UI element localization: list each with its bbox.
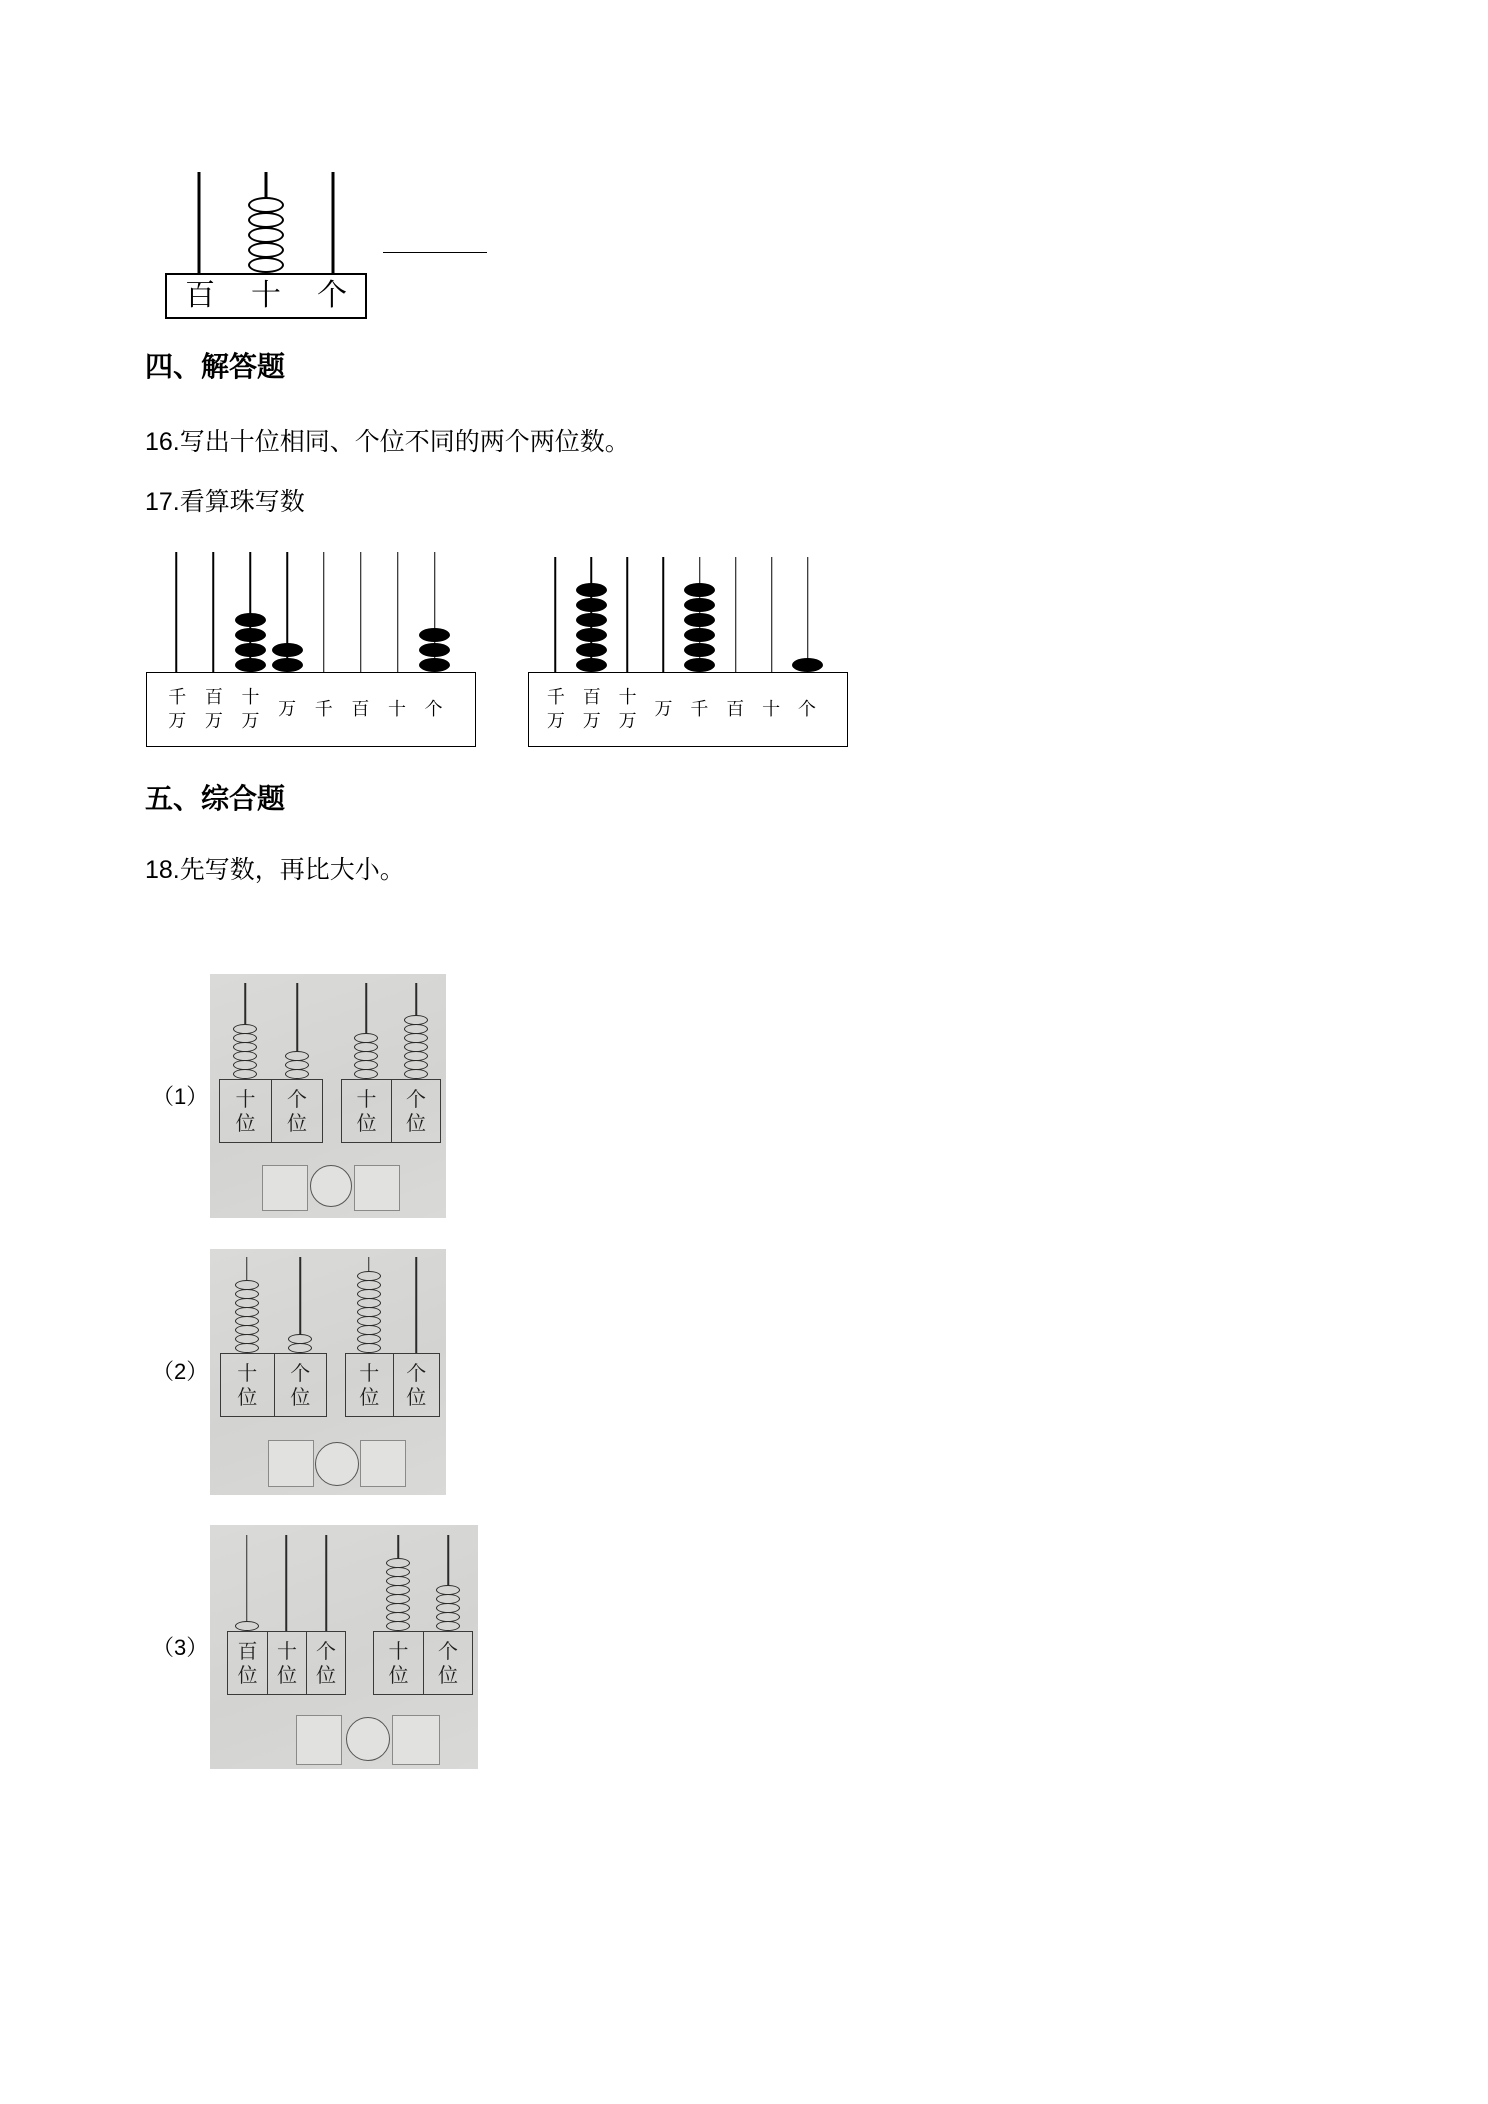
part-1-abacus-photo bbox=[210, 974, 446, 1218]
rod-column bbox=[219, 983, 271, 1079]
place-value-label: 百万 bbox=[204, 686, 223, 732]
bead bbox=[248, 257, 284, 273]
bead bbox=[576, 598, 607, 612]
bead bbox=[386, 1576, 410, 1586]
bead bbox=[404, 1051, 428, 1061]
place-value-cell bbox=[221, 1354, 274, 1416]
place-value-cell bbox=[342, 673, 379, 746]
rod bbox=[807, 557, 809, 672]
rod bbox=[416, 1257, 418, 1353]
place-value-cell bbox=[233, 275, 299, 317]
question-17-abacus-b bbox=[528, 557, 848, 747]
rod-column bbox=[391, 983, 441, 1079]
place-value-label: 百 bbox=[351, 698, 370, 720]
bead bbox=[419, 658, 450, 672]
left-number-box bbox=[268, 1440, 314, 1487]
rod bbox=[213, 552, 215, 672]
place-value-label: 个 bbox=[798, 698, 817, 720]
bead bbox=[235, 658, 266, 672]
place-value-label: 个位 bbox=[406, 1087, 426, 1135]
place-value-cell bbox=[167, 275, 233, 317]
bead bbox=[386, 1567, 410, 1577]
abacus-frame bbox=[219, 1079, 323, 1143]
bead bbox=[386, 1603, 410, 1613]
place-value-cell bbox=[391, 1080, 440, 1142]
rod-column bbox=[379, 552, 416, 672]
rod-column bbox=[306, 552, 343, 672]
place-value-cell bbox=[379, 673, 416, 746]
rod bbox=[554, 557, 556, 672]
part-3-right-abacus bbox=[373, 1535, 473, 1695]
right-number-box bbox=[354, 1165, 400, 1211]
bead bbox=[233, 1060, 257, 1070]
bead bbox=[233, 1024, 257, 1034]
bead bbox=[248, 197, 284, 213]
bead bbox=[386, 1621, 410, 1631]
bead bbox=[235, 1307, 259, 1317]
question-17-abacus-a bbox=[146, 552, 476, 747]
abacus-rods bbox=[227, 1535, 346, 1631]
place-value-label: 十位 bbox=[359, 1361, 380, 1409]
abacus-rods bbox=[219, 983, 323, 1079]
rod-column bbox=[754, 557, 790, 672]
place-value-label: 百 bbox=[185, 278, 215, 313]
bead bbox=[684, 598, 715, 612]
bead bbox=[272, 658, 303, 672]
place-value-cell bbox=[538, 673, 574, 746]
place-value-cell bbox=[346, 1354, 393, 1416]
bead bbox=[404, 1069, 428, 1079]
rod-column bbox=[345, 1257, 393, 1353]
place-value-label: 十位 bbox=[356, 1087, 377, 1135]
rod-column bbox=[718, 557, 754, 672]
bead bbox=[436, 1594, 460, 1604]
bead bbox=[235, 1298, 259, 1308]
place-value-cell bbox=[306, 673, 343, 746]
bead bbox=[684, 628, 715, 642]
bead bbox=[386, 1558, 410, 1568]
place-value-label: 个位 bbox=[287, 1087, 307, 1135]
place-value-cell bbox=[646, 673, 682, 746]
rod bbox=[325, 1535, 327, 1631]
rod-column bbox=[537, 557, 573, 672]
bead bbox=[288, 1334, 312, 1344]
bead bbox=[233, 1051, 257, 1061]
place-value-label: 千万 bbox=[546, 686, 565, 732]
part-1-label: （1） bbox=[152, 1084, 209, 1109]
bead bbox=[357, 1289, 381, 1299]
compare-circle bbox=[315, 1442, 359, 1486]
part-2-label: （2） bbox=[152, 1359, 209, 1384]
rod bbox=[663, 557, 665, 672]
abacus-rods bbox=[345, 1257, 440, 1353]
bead bbox=[357, 1334, 381, 1344]
place-value-label: 个位 bbox=[406, 1361, 427, 1409]
place-value-label: 个位 bbox=[438, 1639, 458, 1687]
bead bbox=[404, 1042, 428, 1052]
rod bbox=[735, 557, 737, 672]
place-value-label: 十位 bbox=[237, 1361, 258, 1409]
part-3-label: （3） bbox=[152, 1635, 209, 1660]
bead bbox=[248, 242, 284, 258]
rod bbox=[286, 1535, 288, 1631]
bead bbox=[576, 643, 607, 657]
bead bbox=[576, 658, 607, 672]
bead bbox=[576, 628, 607, 642]
bead bbox=[436, 1612, 460, 1622]
place-value-label: 十位 bbox=[388, 1639, 409, 1687]
place-value-cell bbox=[753, 673, 789, 746]
rod-column bbox=[373, 1535, 423, 1631]
question-17-text: 17.看算珠写数 bbox=[145, 488, 305, 516]
bead bbox=[235, 1316, 259, 1326]
rod bbox=[771, 557, 773, 672]
bead bbox=[235, 1325, 259, 1335]
right-number-box bbox=[360, 1440, 406, 1487]
bead bbox=[235, 1621, 259, 1631]
rod-column bbox=[227, 1535, 267, 1631]
bead bbox=[233, 1033, 257, 1043]
abacus-frame bbox=[528, 672, 848, 747]
place-value-cell bbox=[374, 1632, 423, 1694]
bead bbox=[235, 1334, 259, 1344]
place-value-label: 百万 bbox=[582, 686, 601, 732]
bead bbox=[235, 613, 266, 627]
bead bbox=[404, 1015, 428, 1025]
abacus-rods bbox=[528, 557, 848, 672]
bead bbox=[285, 1069, 309, 1079]
rod bbox=[360, 552, 362, 672]
abacus-frame bbox=[165, 273, 367, 319]
part-2-left-abacus bbox=[220, 1257, 327, 1417]
place-value-abacus bbox=[165, 172, 367, 319]
rod-column bbox=[300, 172, 367, 273]
bead bbox=[248, 227, 284, 243]
place-value-cell bbox=[342, 1080, 391, 1142]
left-number-box bbox=[296, 1715, 342, 1765]
place-value-cell bbox=[415, 673, 452, 746]
part-3-left-abacus bbox=[227, 1535, 346, 1695]
part-3-abacus-photo bbox=[210, 1525, 478, 1769]
bead bbox=[354, 1042, 378, 1052]
place-value-label: 万 bbox=[278, 698, 297, 720]
rod-column bbox=[271, 983, 323, 1079]
rod-column bbox=[158, 552, 195, 672]
place-value-label: 十 bbox=[388, 698, 407, 720]
place-value-label: 十万 bbox=[618, 686, 637, 732]
bead bbox=[285, 1060, 309, 1070]
rod-column bbox=[232, 172, 299, 273]
place-value-cell bbox=[228, 1632, 267, 1694]
part-1-right-abacus bbox=[341, 983, 441, 1143]
question-18-text: 18.先写数，再比大小。 bbox=[145, 856, 405, 884]
bead bbox=[576, 583, 607, 597]
place-value-cell bbox=[220, 1080, 271, 1142]
bead bbox=[354, 1060, 378, 1070]
section-heading-comprehensive: 五、综合题 bbox=[145, 782, 286, 815]
rod-column bbox=[341, 983, 391, 1079]
bead bbox=[354, 1051, 378, 1061]
bead bbox=[357, 1307, 381, 1317]
place-value-label: 千 bbox=[314, 698, 333, 720]
rod-column bbox=[573, 557, 609, 672]
bead bbox=[404, 1033, 428, 1043]
bead bbox=[436, 1603, 460, 1613]
bead bbox=[684, 658, 715, 672]
section-heading-answer-questions: 四、解答题 bbox=[145, 350, 286, 383]
bead bbox=[354, 1069, 378, 1079]
rod-column bbox=[790, 557, 826, 672]
bead bbox=[576, 613, 607, 627]
bead bbox=[272, 643, 303, 657]
place-value-cell bbox=[610, 673, 646, 746]
bead bbox=[404, 1024, 428, 1034]
bead bbox=[684, 613, 715, 627]
place-value-label: 个位 bbox=[290, 1361, 311, 1409]
rod bbox=[176, 552, 178, 672]
bead bbox=[235, 1280, 259, 1290]
bead bbox=[235, 1343, 259, 1353]
abacus-rods bbox=[146, 552, 476, 672]
rod bbox=[397, 552, 399, 672]
place-value-cell bbox=[717, 673, 753, 746]
rod-column bbox=[682, 557, 718, 672]
bead bbox=[233, 1069, 257, 1079]
bead bbox=[248, 212, 284, 228]
place-value-cell bbox=[682, 673, 718, 746]
bead bbox=[684, 583, 715, 597]
place-value-label: 百 bbox=[726, 698, 745, 720]
bead bbox=[235, 1289, 259, 1299]
bead bbox=[386, 1585, 410, 1595]
part-2-right-abacus bbox=[345, 1257, 440, 1417]
place-value-cell bbox=[274, 1354, 327, 1416]
place-value-cell bbox=[574, 673, 610, 746]
abacus-frame bbox=[373, 1631, 473, 1695]
bead bbox=[357, 1343, 381, 1353]
rod-column bbox=[609, 557, 645, 672]
part-2-abacus-photo bbox=[210, 1249, 446, 1495]
place-value-label: 十万 bbox=[241, 686, 260, 732]
place-value-label: 千 bbox=[690, 698, 709, 720]
bead bbox=[288, 1343, 312, 1353]
place-value-cell bbox=[267, 1632, 306, 1694]
rod-column bbox=[195, 552, 232, 672]
rod-column bbox=[269, 552, 306, 672]
place-value-label: 万 bbox=[654, 698, 673, 720]
bead bbox=[357, 1271, 381, 1281]
rod-column bbox=[645, 557, 681, 672]
right-number-box bbox=[392, 1715, 440, 1765]
left-number-box bbox=[262, 1165, 308, 1211]
compare-circle bbox=[346, 1717, 390, 1761]
rod-column bbox=[393, 1257, 441, 1353]
place-value-cell bbox=[423, 1632, 472, 1694]
bead bbox=[233, 1042, 257, 1052]
place-value-cell bbox=[306, 1632, 345, 1694]
place-value-cell bbox=[393, 1354, 440, 1416]
abacus-frame bbox=[341, 1079, 441, 1143]
abacus-frame bbox=[146, 672, 476, 747]
rod-column bbox=[274, 1257, 328, 1353]
bead bbox=[357, 1280, 381, 1290]
place-value-cell bbox=[269, 673, 306, 746]
bead bbox=[386, 1594, 410, 1604]
rod-column bbox=[220, 1257, 274, 1353]
abacus-frame bbox=[227, 1631, 346, 1695]
place-value-label: 千万 bbox=[168, 686, 187, 732]
place-value-cell bbox=[159, 673, 196, 746]
bead bbox=[436, 1621, 460, 1631]
place-value-label: 十位 bbox=[277, 1639, 297, 1687]
place-value-cell bbox=[789, 673, 825, 746]
bead bbox=[357, 1325, 381, 1335]
place-value-label: 十位 bbox=[235, 1087, 256, 1135]
abacus-rods bbox=[341, 983, 441, 1079]
rod bbox=[323, 552, 325, 672]
rod-column bbox=[306, 1535, 346, 1631]
rod-column bbox=[232, 552, 269, 672]
rod bbox=[246, 1535, 248, 1631]
question-16-text: 16.写出十位相同、个位不同的两个两位数。 bbox=[145, 428, 630, 456]
abacus-rods bbox=[165, 172, 367, 273]
abacus-rods bbox=[220, 1257, 327, 1353]
rod-column bbox=[423, 1535, 473, 1631]
rod bbox=[627, 557, 629, 672]
abacus-frame bbox=[345, 1353, 440, 1417]
bead bbox=[419, 643, 450, 657]
bead bbox=[285, 1051, 309, 1061]
rod-column bbox=[342, 552, 379, 672]
place-value-cell bbox=[271, 1080, 322, 1142]
bead bbox=[357, 1298, 381, 1308]
place-value-label: 个 bbox=[317, 278, 347, 313]
bead bbox=[235, 628, 266, 642]
abacus-frame bbox=[220, 1353, 327, 1417]
place-value-label: 十 bbox=[762, 698, 781, 720]
bead bbox=[436, 1585, 460, 1595]
bead bbox=[684, 643, 715, 657]
rod-column bbox=[267, 1535, 307, 1631]
answer-blank-line bbox=[383, 252, 487, 253]
bead bbox=[386, 1612, 410, 1622]
place-value-label: 个 bbox=[424, 698, 443, 720]
place-value-label: 个位 bbox=[316, 1639, 336, 1687]
place-value-label: 十 bbox=[251, 278, 281, 313]
bead bbox=[235, 643, 266, 657]
bead bbox=[404, 1060, 428, 1070]
rod-column bbox=[165, 172, 232, 273]
bead bbox=[354, 1033, 378, 1043]
bead bbox=[357, 1316, 381, 1326]
place-value-cell bbox=[232, 673, 269, 746]
bead bbox=[792, 658, 823, 672]
compare-circle bbox=[310, 1165, 352, 1207]
abacus-rods bbox=[373, 1535, 473, 1631]
bead bbox=[419, 628, 450, 642]
place-value-label: 百位 bbox=[237, 1639, 258, 1687]
rod bbox=[197, 172, 200, 273]
rod bbox=[332, 172, 335, 273]
place-value-cell bbox=[299, 275, 365, 317]
part-1-left-abacus bbox=[219, 983, 323, 1143]
place-value-cell bbox=[196, 673, 233, 746]
rod-column bbox=[416, 552, 453, 672]
